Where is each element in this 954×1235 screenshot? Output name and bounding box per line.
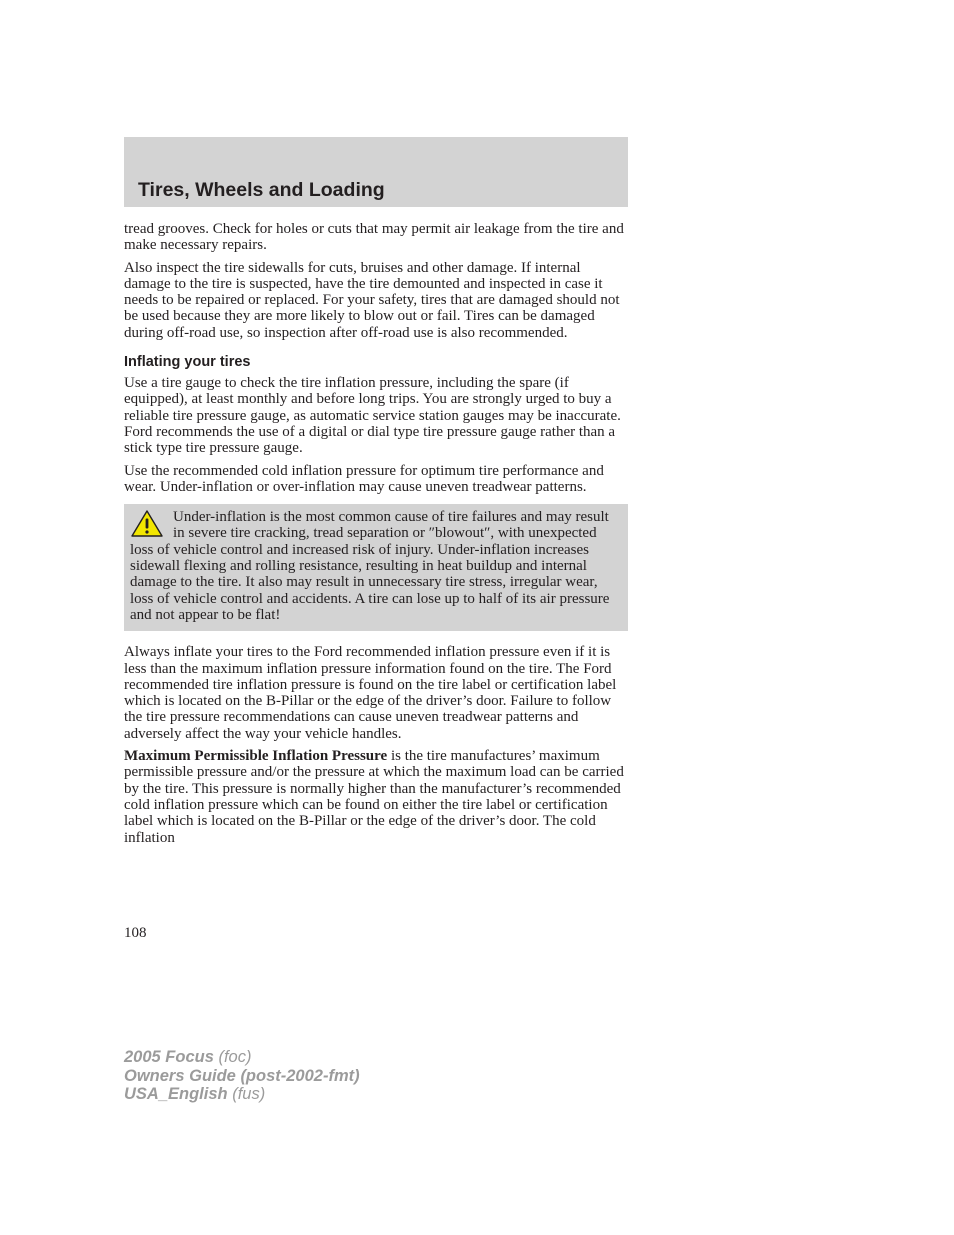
max-permissible-pressure-definition: is the tire manufactures’ maximum permissible pressure and/or the pressure at which the maximum load can be carried by the tire. This pressure is normally higher than the manufacturer’s recommended cold inflation pressure which can be found on either the tire label or certification label which is located on the B-Pillar or the edge of the driver’s door. The cold inflation [124,748,624,846]
paragraph-cold-inflation: Use the recommended cold inflation pressure for optimum tire performance and wear. Under-inflation or over-inflation may cause uneven treadwear patterns. [124,462,604,495]
paragraph-recommended-pressure: Always inflate your tires to the Ford recommended inflation pressure even if it is less than the maximum inflation pressure information found on the tire. The Ford recommended tire inflation pressure is found on the tire label or certification label which is located on the B-Pillar or the edge of the driver’s door. Failure to follow the tire pressure recommendations can cause uneven treadwear patterns and adversely affect the way your vehicle handles. [124,644,617,742]
page-number: 108 [124,925,147,941]
paragraph-tread-grooves: tread grooves. Check for holes or cuts that may permit air leakage from the tire and make necessary repairs. [124,221,624,254]
footer-language: USA_English [124,1085,228,1103]
section-title: Tires, Wheels and Loading [138,179,385,201]
footer-line-language [124,1085,360,1104]
paragraph-sidewall-inspection: Also inspect the tire sidewalls for cuts, bruises and other damage. If internal damage to the tire is suspected, have the tire demounted and inspected in case it needs to be repaired or replaced. For your safety, tires that are damaged should not be used because they are more likely to blow out or fail. Tires can be damaged during off-road use, so inspection after off-road use is also recommended. [124,259,620,341]
footer-guide: Owners Guide (post-2002-fmt) [124,1066,360,1085]
warning-text: Under-inflation is the most common cause of tire failures and may result in severe tire cracking, tread separation or ″blowout″, with unexpected loss of vehicle control and increased risk of injury. Under-inflation increases sidewall flexing and rolling resistance, resulting in heat buildup and internal damage to the tire. It also may result in unnecessary tire stress, irregular wear, loss of vehicle control and accidents. A tire can lose up to half of its air pressure and not appear to be flat! [130,509,610,623]
footer-line-guide [124,1067,360,1086]
page-content [124,221,628,846]
document-footer [124,1048,360,1104]
paragraph-max-permissible-pressure [124,748,628,846]
warning-box [124,504,628,631]
footer-model: 2005 Focus [124,1048,214,1066]
subheading-inflating-tires: Inflating your tires [124,354,251,371]
paragraph-tire-gauge: Use a tire gauge to check the tire inflation pressure, including the spare (if equipped), at least monthly and before long trips. You are strongly urged to buy a reliable tire pressure gauge, as automatic service station gauges may be inaccurate. Ford recommends the use of a digital or dial type tire pressure gauge rather than a stick type tire pressure gauge. [124,375,621,457]
footer-language-code: (fus) [227,1085,266,1103]
footer-model-code: (foc) [213,1048,252,1066]
section-header-band [124,137,628,207]
term-max-permissible-pressure: Maximum Permissible Inflation Pressure [124,748,388,765]
warning-triangle-icon [130,509,164,539]
footer-line-model [124,1048,360,1067]
